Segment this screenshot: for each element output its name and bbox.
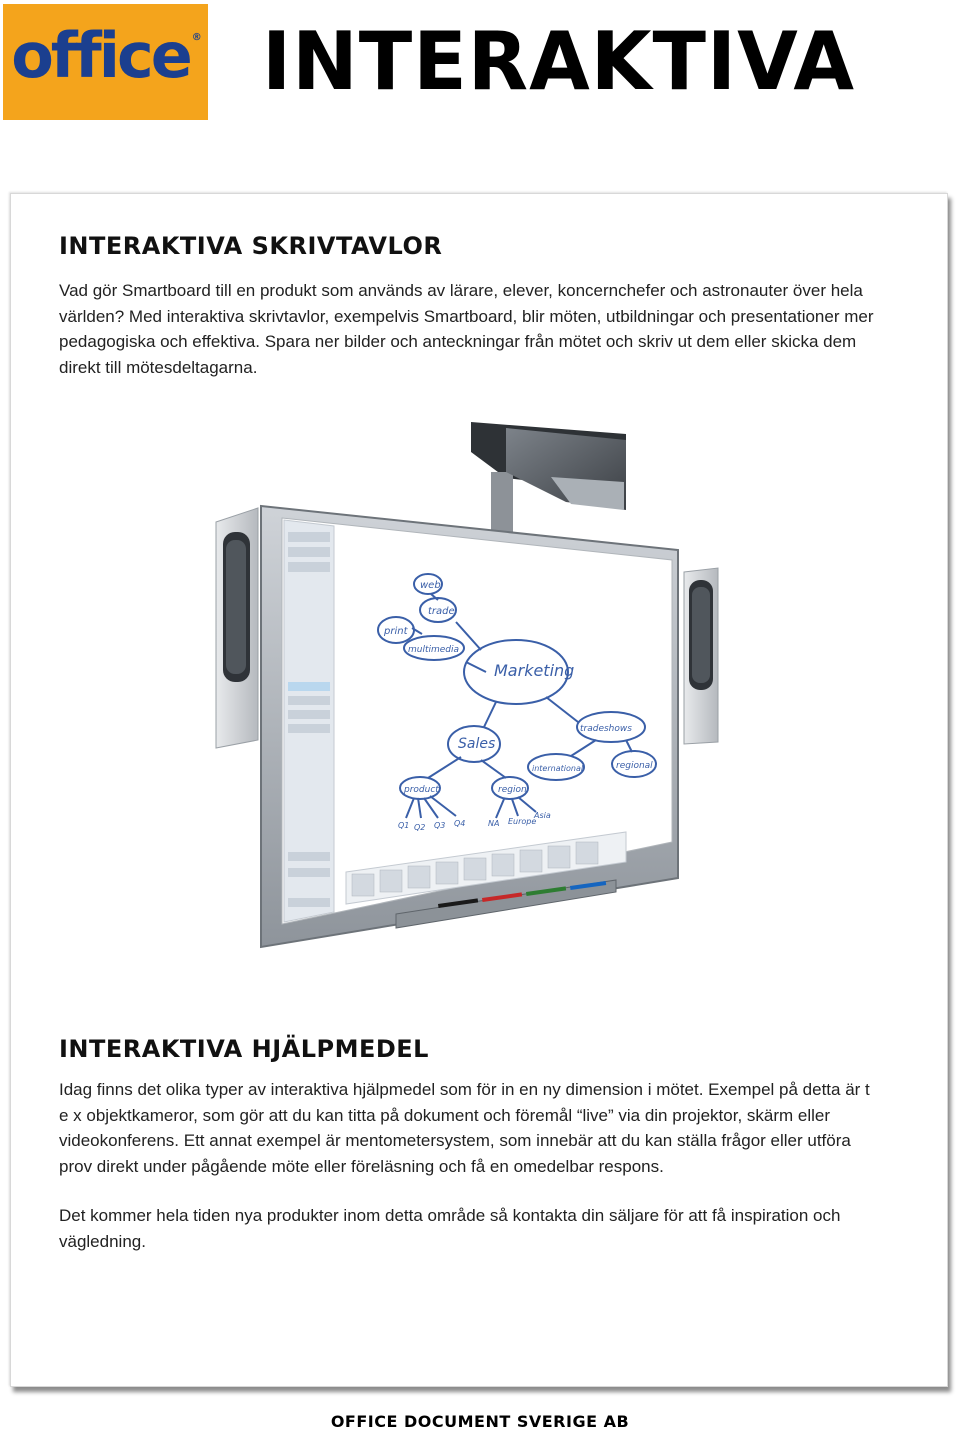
left-speaker-icon	[216, 508, 258, 748]
office-logo	[3, 4, 208, 120]
mindmap-label: international	[532, 764, 584, 773]
interactive-whiteboard-illustration	[206, 422, 766, 1012]
mindmap-label: regional	[616, 761, 653, 771]
mindmap-label: multimedia	[408, 645, 460, 655]
screen-sidebar	[284, 520, 334, 922]
mindmap-label: Q2	[414, 823, 426, 832]
section-body-skrivtavlor: Vad gör Smartboard till en produkt som används av lärare, elever, koncernchefer och astronauter över hela världen? Med interaktiva skrivtavlor, exempelvis Smartboard, blir möten, utbildningar och presentationer mer pedagogiska och effektiva. Spara ner bilder och anteckningar från mötet och skriv ut dem eller skicka dem direkt till mötesdeltagarna.	[59, 281, 874, 377]
section-body-hjalpmedel: Idag finns det olika typer av interaktiva hjälpmedel som för in en ny dimension i mötet. Exempel på detta är t e x objektkameror, som gör att du kan titta på dokument och föremål “live” via din projektor, skärm eller videokonferens. Ett annat exempel är mentometersystem, som innebär att du kan ställa frågor eller utföra prov direkt under pågående möte eller föreläsning och få en omedelbar respons.	[59, 1080, 870, 1176]
mindmap-label: Europe	[508, 817, 537, 826]
right-speaker-icon	[684, 568, 718, 744]
section-heading-hjalpmedel: INTERAKTIVA HJÄLPMEDEL	[59, 1035, 429, 1063]
mindmap-label: Marketing	[494, 661, 575, 680]
mindmap-label: Q1	[398, 821, 410, 830]
mindmap-label: Sales	[458, 736, 496, 752]
section-body-contact: Det kommer hela tiden nya produkter inom detta område så kontakta din säljare för att få inspiration och vägledning.	[59, 1206, 841, 1251]
mindmap-label: web	[420, 580, 441, 591]
content-card	[10, 193, 948, 1387]
mindmap-label: NA	[488, 819, 500, 828]
mindmap-label: Asia	[534, 811, 551, 820]
mindmap-label: print	[384, 626, 408, 637]
mindmap-label: Q4	[454, 819, 466, 828]
mindmap-label: region	[498, 785, 527, 795]
mindmap-label: product	[404, 785, 439, 795]
page-title: INTERAKTIVA	[262, 15, 856, 108]
mindmap-label: Q3	[434, 821, 446, 830]
footer-company-name: OFFICE DOCUMENT SVERIGE AB	[330, 1412, 630, 1431]
mindmap-label: trade	[428, 606, 455, 617]
logo-wordmark: office ®	[11, 19, 202, 92]
section-heading-skrivtavlor: INTERAKTIVA SKRIVTAVLOR	[59, 232, 443, 260]
mindmap-label: tradeshows	[580, 724, 632, 734]
